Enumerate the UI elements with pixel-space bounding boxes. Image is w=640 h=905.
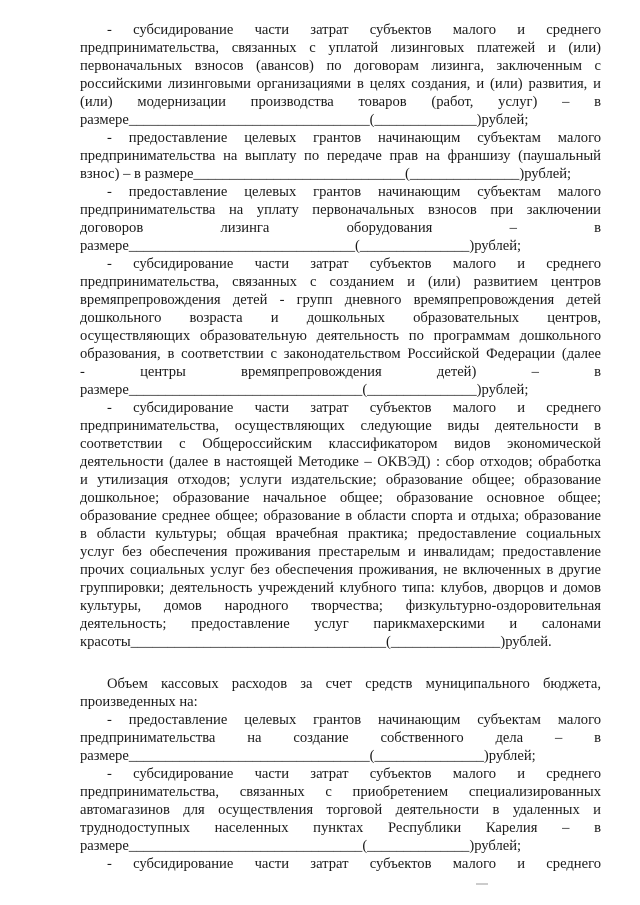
text-line: красоты___________________________________(_______________)рублей. xyxy=(80,634,552,650)
text-line: размере________________________________(______________)рублей; xyxy=(80,838,522,854)
text-line: - предоставление целевых грантов начинающим субъектам малого xyxy=(107,130,601,146)
text-line: - субсидирование части затрат субъектов малого и среднего xyxy=(107,856,601,872)
text-line: - субсидирование части затрат субъектов малого и среднего xyxy=(107,22,601,38)
text-line: размере_________________________________(______________)рублей; xyxy=(80,112,529,128)
text-line: группировки; деятельность учреждений клубного типа: клубов, дворцов и домов xyxy=(80,580,601,596)
text-line: образование среднее общее; образование в области спорта и отдыха; образование xyxy=(80,508,601,524)
text-line: (или) модернизации производства товаров (работ, услуг) – в xyxy=(80,94,601,110)
text-line: - предоставление целевых грантов начинающим субъектам малого xyxy=(107,712,601,728)
text-line: договоров лизинга оборудования – в xyxy=(80,220,601,236)
text-line: предпринимательства, связанных с уплатой лизинговых платежей и (или) xyxy=(80,40,601,56)
text-line: труднодоступных населенных пунктах Республики Карелия – в xyxy=(80,820,601,836)
text-line: предпринимательства на уплату первоначальных взносов при заключении xyxy=(80,202,601,218)
text-line: предпринимательства на выплату по передаче прав на франшизу (паушальный xyxy=(80,148,601,164)
scan-mark xyxy=(476,883,488,885)
text-line: в области культуры; общая врачебная практика; предоставление социальных xyxy=(80,526,601,542)
text-line: культуры, домов народного творчества; физкультурно-оздоровительная xyxy=(80,598,601,614)
text-line: предпринимательства, связанных с созданием и (или) развитием центров xyxy=(80,274,601,290)
text-line: - предоставление целевых грантов начинающим субъектам малого xyxy=(107,184,601,200)
text-line: и утилизация отходов; услуги издательские; образование общее; образование xyxy=(80,472,601,488)
text-line: Объем кассовых расходов за счет средств муниципального бюджета, xyxy=(107,676,601,692)
text-line: - субсидирование части затрат субъектов малого и среднего xyxy=(107,256,601,272)
text-line: прочих социальных услуг без обеспечения проживания, не включенных в другие xyxy=(80,562,601,578)
text-line: - субсидирование части затрат субъектов малого и среднего xyxy=(107,766,601,782)
text-line: взнос) – в размере_____________________________(_______________)рублей; xyxy=(80,166,572,182)
text-line: размере_________________________________(_______________)рублей; xyxy=(80,748,536,764)
text-line: дошкольное; образование начальное общее; образование основное общее; xyxy=(80,490,601,506)
text-line: деятельность; предоставление услуг парикмахерскими и салонами xyxy=(80,616,601,632)
text-line: российскими лизинговыми организациями в целях создания, и (или) развития, и xyxy=(80,76,601,92)
text-line: предпринимательства на создание собственного дела – в xyxy=(80,730,601,746)
text-line: предпринимательства, связанных с приобретением специализированных xyxy=(80,784,601,800)
text-line: дошкольного возраста и дошкольных образовательных центров, xyxy=(80,310,601,326)
text-line: образования, в соответствии с законодательством Российской Федерации (далее xyxy=(80,346,601,362)
text-line: - субсидирование части затрат субъектов малого и среднего xyxy=(107,400,601,416)
text-line: размере________________________________(_______________)рублей; xyxy=(80,382,529,398)
text-line: предпринимательства, осуществляющих следующие виды деятельности в xyxy=(80,418,601,434)
text-line: соответствии с Общероссийским классификатором видов экономической xyxy=(80,436,601,452)
text-line: первоначальных взносов (авансов) по договорам лизинга, заключенным с xyxy=(80,58,601,74)
text-line: автомагазинов для осуществления торговой деятельности в удаленных и xyxy=(80,802,601,818)
text-line: произведенных на: xyxy=(80,694,198,710)
text-line: - центры времяпрепровождения детей) – в xyxy=(80,364,601,380)
text-line: деятельности (далее в настоящей Методике – ОКВЭД) : сбор отходов; обработка xyxy=(80,454,601,470)
text-line: услуг без обеспечения проживания престарелым и инвалидам; предоставление xyxy=(80,544,601,560)
text-line: размере_______________________________(_______________)рублей; xyxy=(80,238,522,254)
text-line: осуществляющих образовательную деятельность по программам дошкольного xyxy=(80,328,601,344)
text-line: времяпрепровождения детей - групп дневного времяпрепровождения детей xyxy=(80,292,601,308)
